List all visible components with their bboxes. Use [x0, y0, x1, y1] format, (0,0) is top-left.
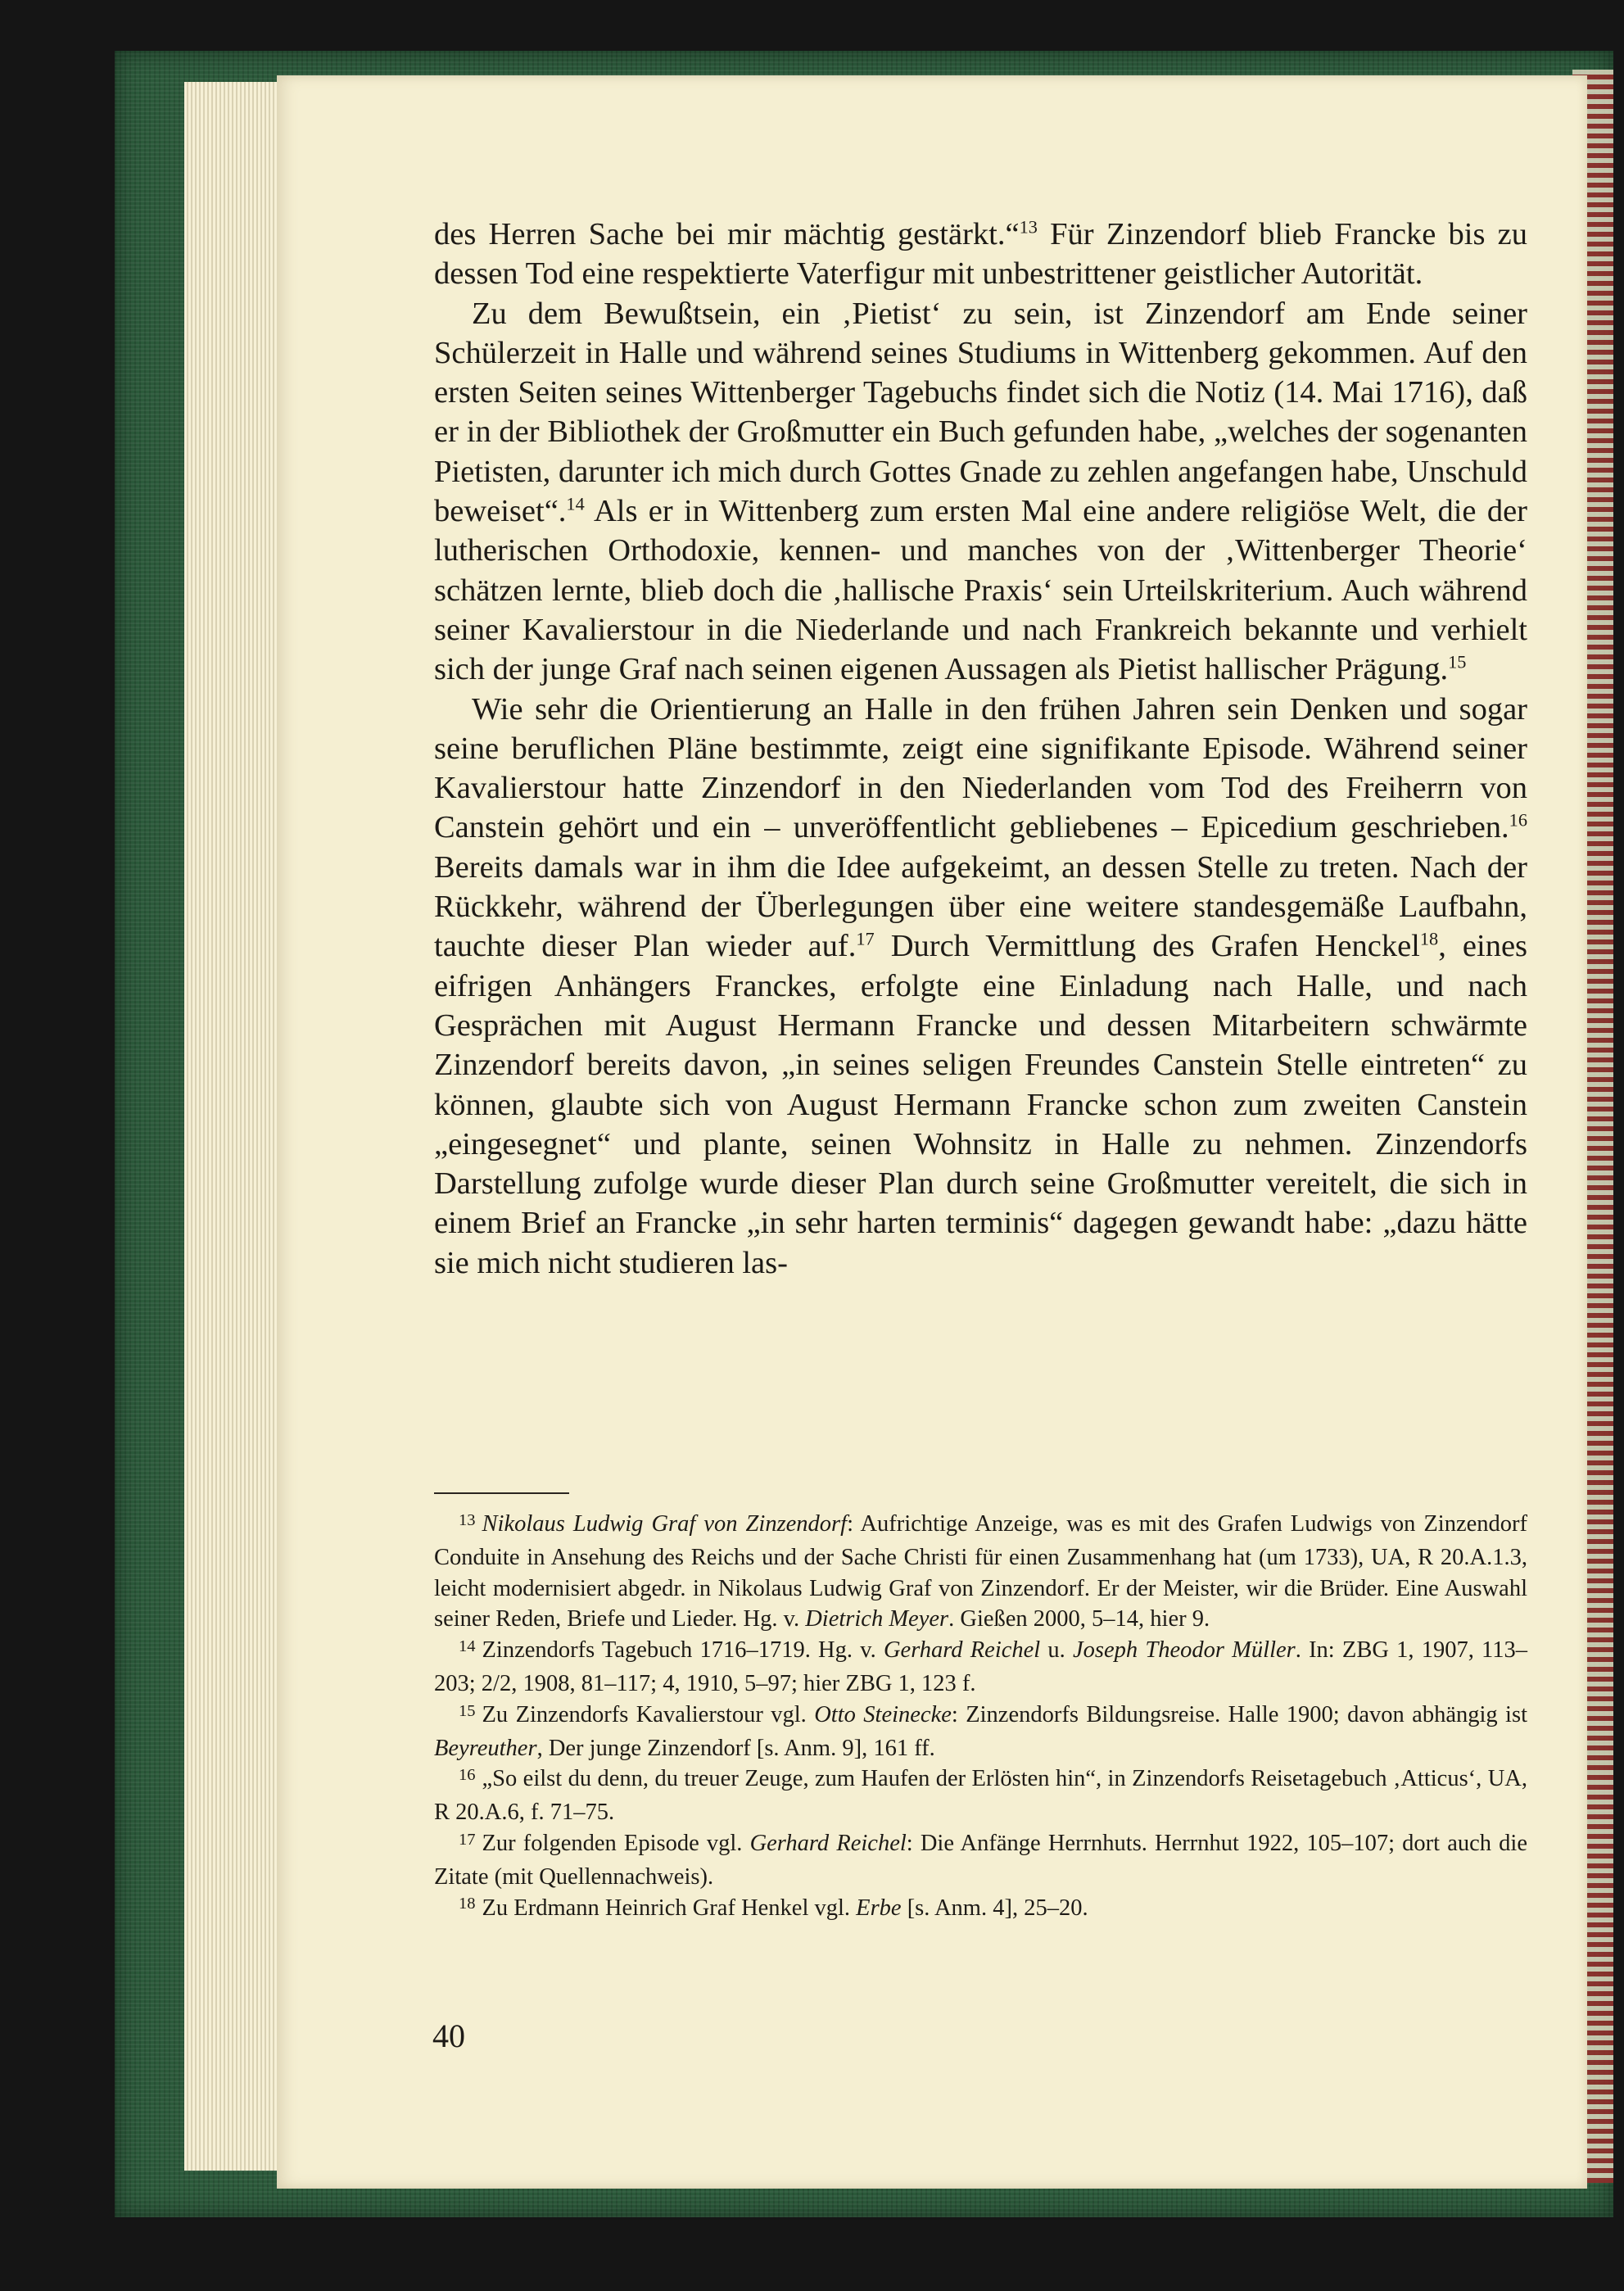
- footnote-number: 18: [459, 1895, 476, 1913]
- footnote-reference: 18: [1419, 928, 1439, 949]
- text-run: Für Zinzendorf blieb Francke bis zu dessen Tod eine respektierte Vaterfigur mit unbestrittener geistlicher Autorität.: [434, 217, 1527, 292]
- text-run: Wie sehr die Orientierung an Halle in den frühen Jahren sein Denken und sogar seine beruflichen Pläne bestimmte, zeigt eine signifikante Episode. Während seiner Kavalierstour hatte Zinzendorf in den Niederlanden vom Tod des Freiherrn von Canstein gehört und ein – unveröffentlicht gebliebenes – Epicedium geschrieben.: [434, 691, 1527, 845]
- text-run: , Der junge Zinzendorf [s. Anm. 9], 161 ff.: [536, 1735, 935, 1761]
- italic-text: Nikolaus Ludwig Graf von Zinzendorf: [482, 1511, 848, 1537]
- italic-text: Gerhard Reichel: [749, 1830, 907, 1856]
- page-number: 40: [432, 2017, 465, 2054]
- italic-text: Beyreuther: [434, 1735, 537, 1761]
- text-run: : Die Anfänge Herrnhuts. Herrnhut 1922, 105–107; dort auch die Zitate (mit Quellennachweis).: [434, 1830, 1527, 1890]
- text-run: Zu Zinzendorfs Kavalierstour vgl.: [482, 1701, 815, 1727]
- footnote-reference: 15: [1448, 651, 1467, 672]
- text-run: [s. Anm. 4], 25–20.: [901, 1895, 1088, 1921]
- footnote: [434, 1893, 1527, 1927]
- footnote-reference: 14: [566, 493, 585, 514]
- footnote-number: 13: [459, 1510, 476, 1529]
- italic-text: Erbe: [856, 1895, 902, 1921]
- italic-text: Gerhard Reichel: [883, 1637, 1041, 1664]
- text-run: : Zinzendorfs Bildungsreise. Halle 1900; davon abhängig ist: [951, 1701, 1527, 1727]
- footnote-reference: 13: [1019, 216, 1038, 238]
- text-run: „So eilst du denn, du treuer Zeuge, zum Haufen der Erlösten hin“, in Zinzendorfs Reisetagebuch ‚Atticus‘, UA, R 20.A.6, f. 71–75.: [434, 1766, 1527, 1826]
- text-run: des Herren Sache bei mir mächtig gestärkt.“: [434, 217, 1020, 251]
- paragraph: [434, 294, 1527, 690]
- text-run: u.: [1040, 1637, 1074, 1664]
- paragraph: [434, 215, 1527, 294]
- footnote-separator: [434, 1492, 569, 1494]
- footnote: [434, 1764, 1527, 1828]
- footnote-reference: 17: [856, 928, 875, 949]
- footnote-number: 14: [459, 1637, 476, 1656]
- footnote-number: 15: [459, 1701, 476, 1720]
- footnotes: [434, 1509, 1527, 1926]
- footnote: [434, 1828, 1527, 1893]
- footnote-number: 17: [459, 1830, 476, 1849]
- italic-text: Joseph Theodor Müller: [1073, 1637, 1296, 1664]
- text-run: Bereits damals war in ihm die Idee aufgekeimt, an dessen Stelle zu treten. Nach der Rückkehr, während der Überlegungen über eine weitere standesgemäße Laufbahn, tauchte dieser Plan wieder auf.: [434, 849, 1527, 964]
- text-run: Als er in Wittenberg zum ersten Mal eine andere religiöse Welt, die der lutherischen Orthodoxie, kennen- und manches von der ‚Wittenberger Theorie‘ schätzen lernte, blieb doch die ‚hallische Praxis‘ sein Urteilskriterium. Auch während seiner Kavalierstour in die Niederlande und nach Frankreich bekannte und verhielt sich der junge Graf nach seinen eigenen Aussagen als Pietist hallischer Prägung.: [434, 494, 1527, 687]
- text-run: , eines eifrigen Anhängers Franckes, erfolgte eine Einladung nach Halle, und nach Gesprächen mit August Hermann Francke und dessen Mitarbeitern schwärmte Zinzendorf bereits davon, „in seines seligen Freundes Canstein Stelle eintreten“ zu können, glaubte sich von August Hermann Francke schon zum zweiten Canstein „eingesegnet“ und plante, seinen Wohnsitz in Halle zu nehmen. Zinzendorfs Darstellung zufolge wurde dieser Plan durch seine Großmutter vereitelt, die sich in einem Brief an Francke „in sehr harten terminis“ dagegen gewandt habe: „dazu hätte sie mich nicht studieren las-: [434, 929, 1528, 1280]
- footnote: [434, 1635, 1527, 1700]
- text-run: Zu dem Bewußtsein, ein ‚Pietist‘ zu sein, ist Zinzendorf am Ende seiner Schülerzeit in Halle und während seines Studiums in Wittenberg gekommen. Auf den ersten Seiten seines Wittenberger Tagebuchs findet sich die Notiz (14. Mai 1716), daß er in der Bibliothek der Großmutter ein Buch gefunden habe, „welches der sogenanten Pietisten, darunter ich mich durch Gottes Gnade zu zehlen angefangen habe, Unschuld beweiset“.: [434, 296, 1527, 529]
- book-page: [277, 75, 1587, 2189]
- body-text: [434, 215, 1527, 1283]
- italic-text: Dietrich Meyer: [805, 1606, 949, 1632]
- text-run: . Gießen 2000, 5–14, hier 9.: [948, 1606, 1210, 1632]
- text-run: Durch Vermittlung des Grafen Henckel: [874, 929, 1420, 964]
- page-edges: [184, 82, 287, 2171]
- text-run: Zur folgenden Episode vgl.: [482, 1830, 750, 1856]
- footnote: [434, 1700, 1527, 1764]
- text-run: . In: ZBG 1, 1907, 113–203; 2/2, 1908, 81–117; 4, 1910, 5–97; hier ZBG 1, 123 f.: [434, 1637, 1527, 1696]
- footnote-reference: 16: [1509, 810, 1527, 831]
- footnote: [434, 1509, 1527, 1635]
- text-run: : Aufrichtige Anzeige, was es mit des Grafen Ludwigs von Zinzendorf Conduite in Ansehung des Reichs und der Sache Christi für einen Zusammenhang hat (um 1733), UA, R 20.A.1.3, leicht modernisiert abgedr. in Nikolaus Ludwig Graf von Zinzendorf. Er der Meister, wir die Brüder. Eine Auswahl seiner Reden, Briefe und Lieder. Hg. v.: [434, 1511, 1528, 1632]
- text-run: Zinzendorfs Tagebuch 1716–1719. Hg. v.: [482, 1637, 884, 1664]
- italic-text: Otto Steinecke: [814, 1701, 952, 1727]
- text-run: Zu Erdmann Heinrich Graf Henkel vgl.: [482, 1895, 857, 1921]
- paragraph: [434, 690, 1527, 1283]
- footnote-number: 16: [459, 1766, 476, 1785]
